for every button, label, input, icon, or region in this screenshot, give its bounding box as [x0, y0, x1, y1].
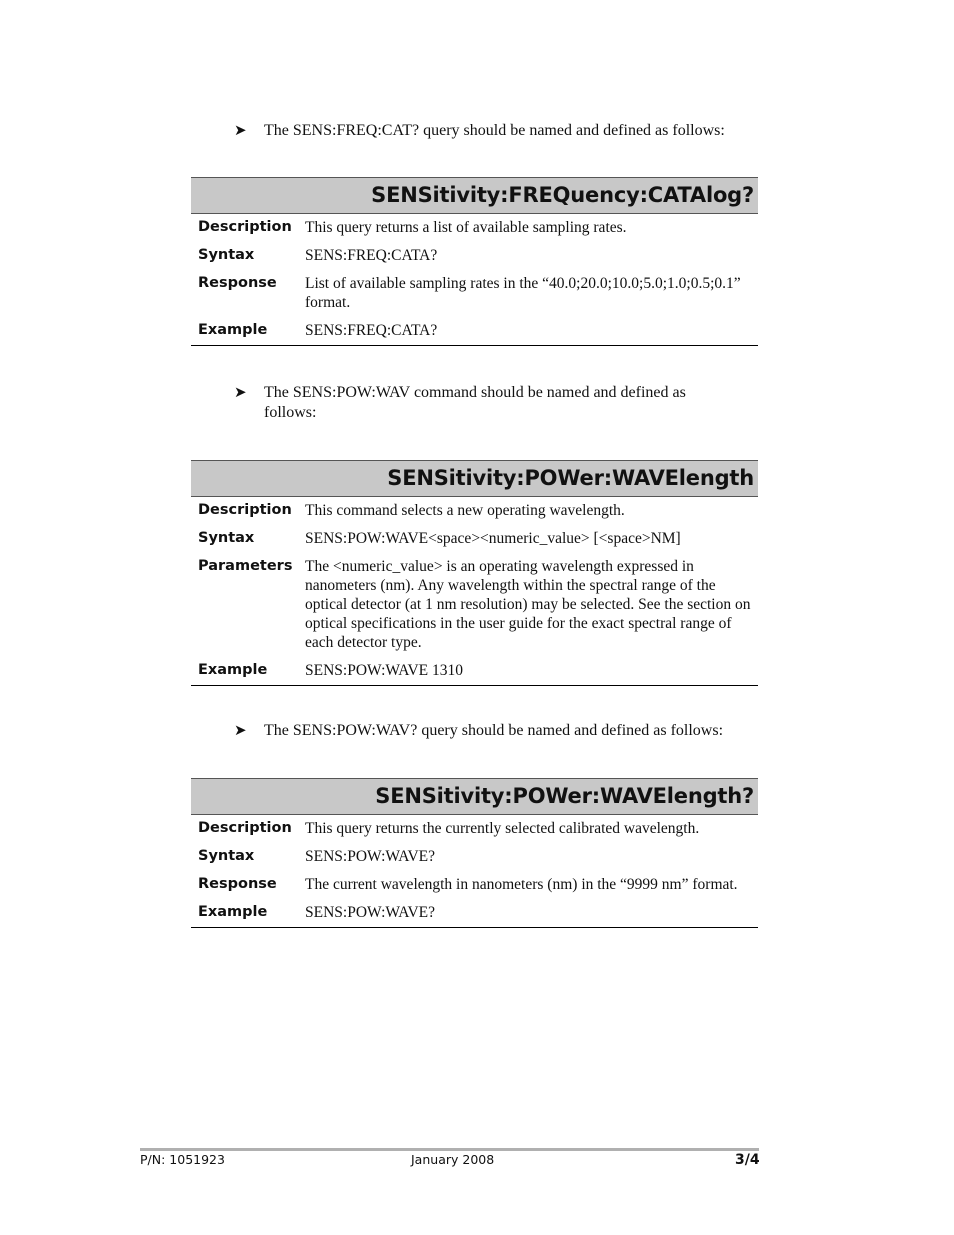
row-label: Response — [198, 275, 277, 291]
command-title: SENSitivity:FREQuency:CATAlog? — [191, 177, 758, 214]
row-value: The <numeric_value> is an operating wavelength expressed in nanometers (nm). Any wavelength within the spectral range of the optical detector (at 1 nm resolution) may be selected. See the section on optical specifications in the user guide for the exact spectral range of each detector type. — [305, 558, 751, 651]
table-row-syntax — [191, 843, 758, 871]
instruction-bullet-2 — [234, 383, 764, 423]
table-row-description — [191, 214, 758, 242]
command-title: SENSitivity:POWer:WAVElength — [191, 460, 758, 497]
row-label: Example — [198, 322, 268, 338]
row-label: Response — [198, 876, 277, 892]
footer-page-number: 3/4 — [735, 1152, 760, 1168]
row-value: SENS:FREQ:CATA? — [305, 322, 438, 339]
row-label: Syntax — [198, 530, 255, 546]
row-value: SENS:POW:WAVE 1310 — [305, 662, 464, 679]
command-table-freq-catalog — [191, 177, 758, 346]
footer-part-number: P/N: 1051923 — [140, 1152, 225, 1167]
footer-divider — [140, 1148, 759, 1151]
instruction-bullet-3 — [234, 721, 764, 741]
table-row-example — [191, 657, 758, 685]
row-value: This query returns the currently selected calibrated wavelength. — [305, 820, 700, 837]
instruction-text: The SENS:FREQ:CAT? query should be named and defined as follows: — [264, 122, 725, 139]
command-table-power-wavelength — [191, 460, 758, 686]
instruction-bullet-1 — [234, 121, 764, 141]
row-value: SENS:POW:WAVE<space><numeric_value> [<space>NM] — [305, 530, 681, 547]
table-row-example — [191, 317, 758, 345]
row-label: Syntax — [198, 247, 255, 263]
command-title: SENSitivity:POWer:WAVElength? — [191, 778, 758, 815]
row-value: SENS:POW:WAVE? — [305, 848, 436, 865]
row-value: SENS:POW:WAVE? — [305, 904, 436, 921]
row-label: Description — [198, 820, 292, 836]
table-row-response — [191, 871, 758, 899]
instruction-text: The SENS:POW:WAV command should be named and defined as follows: — [264, 384, 686, 421]
row-label: Description — [198, 219, 292, 235]
row-label: Example — [198, 904, 268, 920]
row-label: Description — [198, 502, 292, 518]
arrow-bullet-icon: ➤ — [234, 385, 247, 401]
row-value: This query returns a list of available sampling rates. — [305, 219, 627, 236]
arrow-bullet-icon: ➤ — [234, 123, 247, 139]
table-row-syntax — [191, 242, 758, 270]
table-row-description — [191, 815, 758, 843]
row-value: This command selects a new operating wavelength. — [305, 502, 625, 519]
row-value: The current wavelength in nanometers (nm) in the “9999 nm” format. — [305, 876, 738, 893]
row-label: Parameters — [198, 558, 293, 574]
row-label: Syntax — [198, 848, 255, 864]
arrow-bullet-icon: ➤ — [234, 723, 247, 739]
command-table-power-wavelength-query — [191, 778, 758, 928]
table-row-example — [191, 899, 758, 927]
instruction-text: The SENS:POW:WAV? query should be named and defined as follows: — [264, 722, 724, 739]
table-row-parameters — [191, 553, 758, 657]
table-row-description — [191, 497, 758, 525]
table-row-syntax — [191, 525, 758, 553]
row-value: List of available sampling rates in the “40.0;20.0;10.0;5.0;1.0;0.5;0.1” format. — [305, 275, 741, 311]
row-value: SENS:FREQ:CATA? — [305, 247, 438, 264]
row-label: Example — [198, 662, 268, 678]
table-row-response — [191, 270, 758, 317]
footer-date: January 2008 — [411, 1152, 495, 1167]
